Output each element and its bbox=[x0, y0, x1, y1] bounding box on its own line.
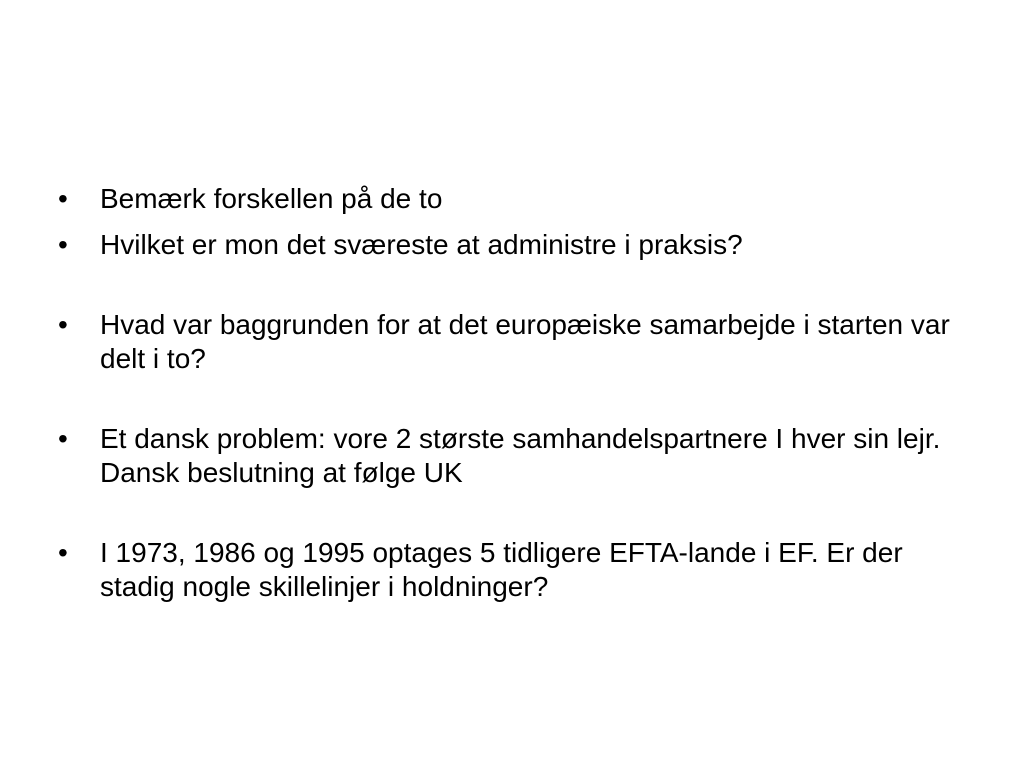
bullet-icon: • bbox=[58, 537, 68, 568]
bullet-text: Et dansk problem: vore 2 største samhandelspartnere I hver sin lejr. Dansk beslutning at følge UK bbox=[100, 423, 941, 488]
bullet-text: I 1973, 1986 og 1995 optages 5 tidligere EFTA-lande i EF. Er der stadig nogle skillelinjer i holdninger? bbox=[100, 537, 903, 602]
bullet-item bbox=[58, 308, 978, 376]
bullet-icon: • bbox=[58, 229, 68, 260]
bullet-text: Hvilket er mon det sværeste at administre i praksis? bbox=[100, 229, 743, 260]
bullet-icon: • bbox=[58, 183, 68, 214]
bullet-item bbox=[58, 536, 978, 604]
bullet-item bbox=[58, 228, 978, 262]
bullet-item bbox=[58, 182, 978, 216]
bullet-item bbox=[58, 422, 978, 490]
bullet-text: Hvad var baggrunden for at det europæiske samarbejde i starten var delt i to? bbox=[100, 309, 950, 374]
bullet-text: Bemærk forskellen på de to bbox=[100, 183, 443, 214]
bullet-icon: • bbox=[58, 423, 68, 454]
bullet-icon: • bbox=[58, 309, 68, 340]
bullet-list bbox=[58, 182, 978, 616]
